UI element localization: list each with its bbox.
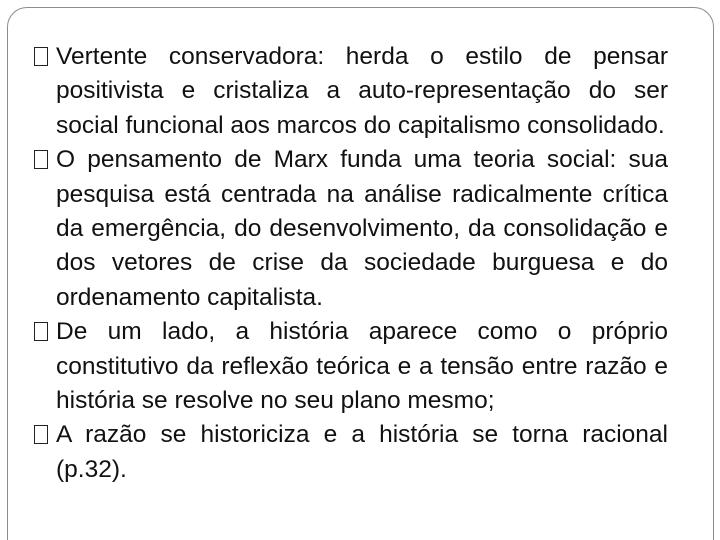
box-bullet-icon — [34, 425, 48, 444]
bullet-item — [34, 143, 668, 315]
bullet-text: A razão se historiciza e a história se torna racional (p.32). — [56, 421, 668, 483]
box-bullet-icon — [34, 47, 48, 66]
bullet-item — [34, 40, 668, 143]
box-bullet-icon — [34, 322, 48, 341]
bullet-text: O pensamento de Marx funda uma teoria social: sua pesquisa está centrada na análise radicalmente crítica da emergência, do desenvolvimento, da consolidação e dos vetores de crise da sociedade burguesa e do ordenamento capitalista. — [56, 146, 668, 311]
bullet-text: De um lado, a história aparece como o próprio constitutivo da reflexão teórica e a tensão entre razão e história se resolve no seu plano mesmo; — [56, 318, 668, 415]
bullet-list — [34, 40, 668, 487]
box-bullet-icon — [34, 150, 48, 169]
bullet-item — [34, 315, 668, 418]
bullet-item — [34, 418, 668, 487]
bullet-text: Vertente conservadora: herda o estilo de pensar positivista e cristaliza a auto-representação do ser social funcional aos marcos do capitalismo consolidado. — [56, 43, 668, 139]
